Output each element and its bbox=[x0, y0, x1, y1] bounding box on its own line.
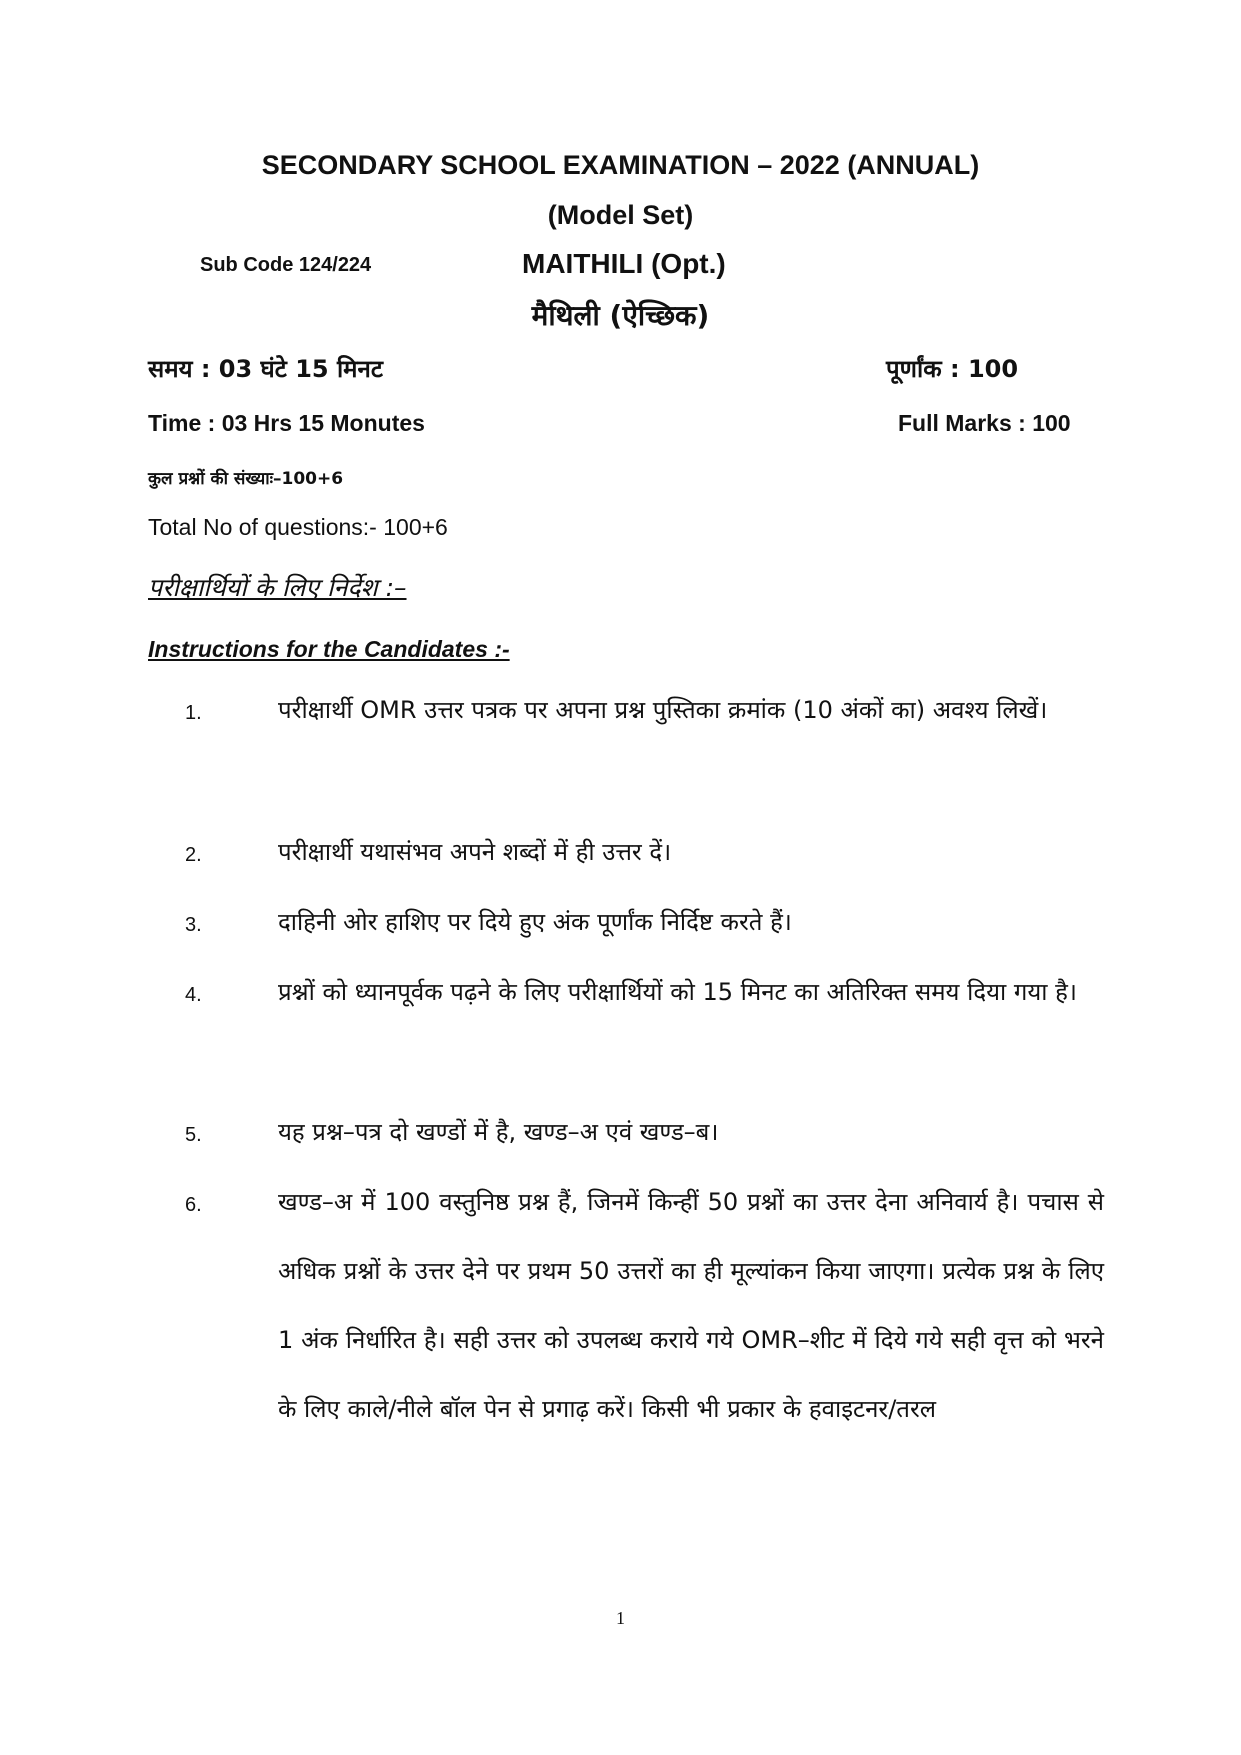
instruction-text: खण्ड–अ में 100 वस्तुनिष्ठ प्रश्न हैं, जिनमें किन्हीं 50 प्रश्नों का उत्तर देना अनिवार्य है। पचास से अधिक प्रश्नों के उत्तर देने पर प्रथम 50 उत्तरों का ही मूल्यांकन किया जाएगा। प्रत्येक प्रश्न के लिए 1 अंक निर्धारित है। सही उत्तर को उपलब्ध कराये गये OMR–शीट में दिये गये सही वृत्त को भरने के लिए काले/नीले बॉल पेन से प्रगाढ़ करें। किसी भी प्रकार के हवाइटनर/तरल bbox=[278, 1188, 1104, 1423]
instruction-number: 3. bbox=[185, 914, 202, 936]
instructions-heading-hindi: परीक्षार्थियों के लिए निर्देश :– bbox=[148, 573, 407, 602]
model-set-label: (Model Set) bbox=[547, 200, 694, 230]
exam-title: SECONDARY SCHOOL EXAMINATION – 2022 (ANNUAL) bbox=[261, 150, 980, 180]
instruction-text: दाहिनी ओर हाशिए पर दिये हुए अंक पूर्णांक निर्दिष्ट करते हैं। bbox=[278, 908, 792, 936]
instruction-number: 1. bbox=[185, 702, 202, 724]
instructions-heading-english: Instructions for the Candidates :- bbox=[148, 636, 510, 662]
subject-name-hindi: मैथिली (ऐच्छिक) bbox=[531, 299, 710, 332]
time-hindi: समय : 03 घंटे 15 मिनट bbox=[148, 355, 383, 383]
time-english: Time : 03 Hrs 15 Monutes bbox=[148, 410, 425, 436]
instruction-number: 5. bbox=[185, 1124, 202, 1146]
page-number: 1 bbox=[616, 1608, 625, 1628]
instruction-text: यह प्रश्न–पत्र दो खण्डों में है, खण्ड–अ एवं खण्ड–ब। bbox=[278, 1118, 719, 1146]
full-marks-english: Full Marks : 100 bbox=[898, 410, 1071, 436]
instruction-number: 6. bbox=[185, 1194, 202, 1216]
instruction-number: 2. bbox=[185, 844, 202, 866]
instruction-text: प्रश्नों को ध्यानपूर्वक पढ़ने के लिए परीक्षार्थियों को 15 मिनट का अतिरिक्त समय दिया गया है। bbox=[278, 978, 1077, 1006]
question-count-hindi: कुल प्रश्नों की संख्याः–100+6 bbox=[148, 469, 344, 489]
instruction-text: परीक्षार्थी OMR उत्तर पत्रक पर अपना प्रश्न पुस्तिका क्रमांक (10 अंकों का) अवश्य लिखें। bbox=[278, 696, 1048, 724]
instruction-text: परीक्षार्थी यथासंभव अपने शब्दों में ही उत्तर दें। bbox=[278, 838, 672, 866]
instruction-number: 4. bbox=[185, 984, 202, 1006]
full-marks-hindi: पूर्णांक : 100 bbox=[886, 355, 1019, 383]
question-count-english: Total No of questions:- 100+6 bbox=[148, 514, 448, 540]
subject-name-english: MAITHILI (Opt.) bbox=[522, 248, 726, 279]
subject-code: Sub Code 124/224 bbox=[200, 254, 372, 276]
